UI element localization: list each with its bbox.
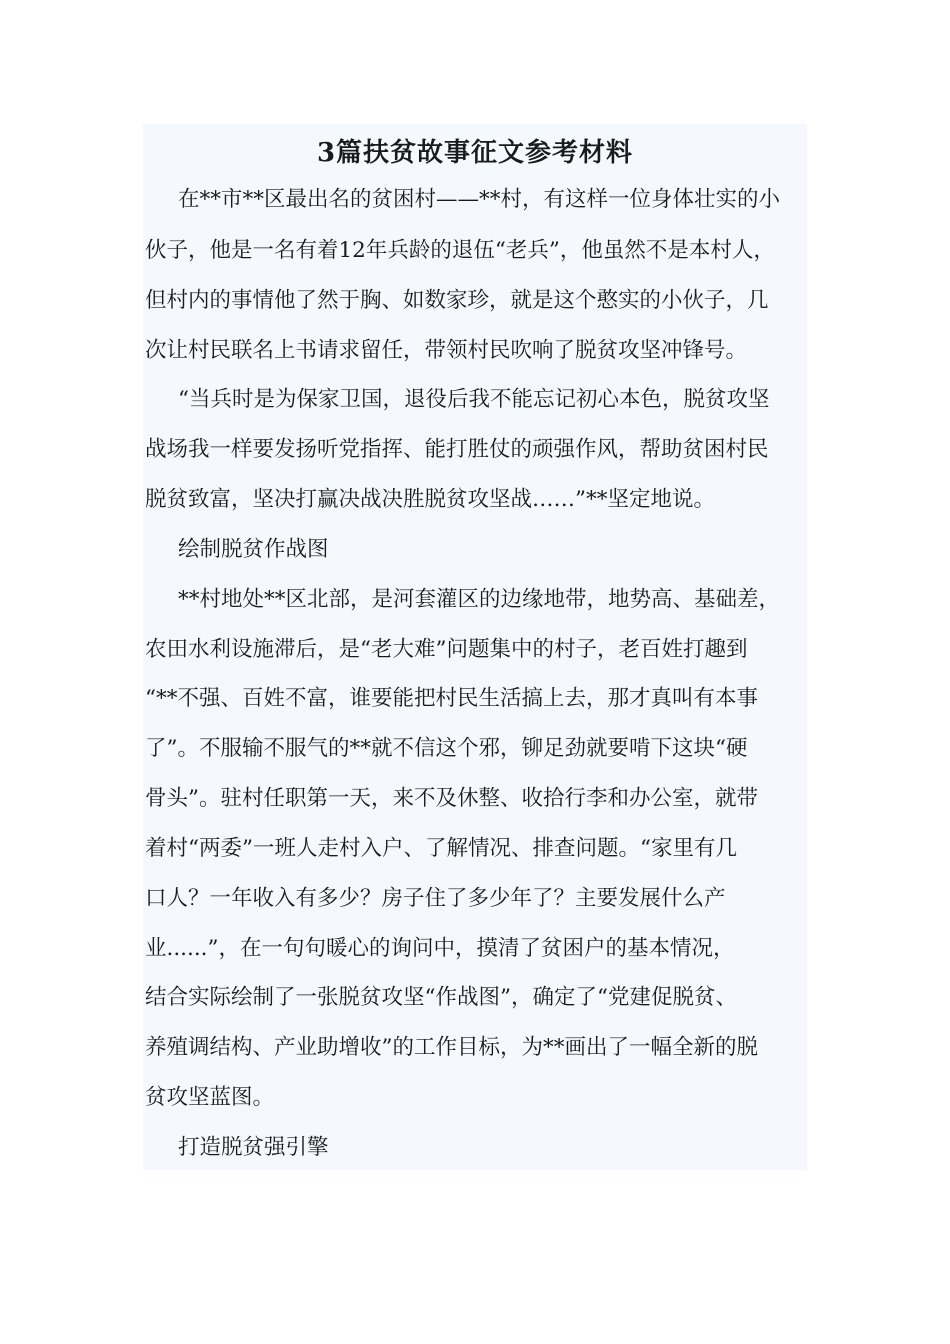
text-line: 骨头”。驻村任职第一天，来不及休整、收拾行李和办公室，就带 [145,786,758,811]
section-heading: 打造脱贫强引擎 [178,1135,329,1160]
text-line: 农田水利设施滞后，是“老大难”问题集中的村子，老百姓打趣到 [145,637,748,662]
text-line: 脱贫致富，坚决打赢决战决胜脱贫攻坚战……”**坚定地说。 [145,487,715,512]
text-line: **村地处**区北部，是河套灌区的边缘地带，地势高、基础差， [178,587,781,612]
text-line: 着村“两委”一班人走村入户、了解情况、排查问题。“家里有几 [145,836,737,861]
text-line: 在**市**区最出名的贫困村——**村，有这样一位身体壮实的小 [178,187,781,212]
text-line: 口人？一年收入有多少？房子住了多少年了？主要发展什么产 [145,886,726,911]
text-line: 了”。不服输不服气的**就不信这个邪，铆足劲就要啃下这块“硬 [145,736,748,761]
text-line: 贫攻坚蓝图。 [145,1085,275,1110]
text-line: 次让村民联名上书请求留任，带领村民吹响了脱贫攻坚冲锋号。 [145,338,748,363]
text-line: 业......”，在一句句暖心的询问中，摸清了贫困户的基本情况， [145,936,735,961]
text-line: 战场我一样要发扬听党指挥、能打胜仗的顽强作风，帮助贫困村民 [145,437,769,462]
document-title: 3篇扶贫故事征文参考材料 [316,138,634,168]
text-line: 伙子，他是一名有着12年兵龄的退伍“老兵”，他虽然不是本村人， [145,238,775,263]
text-line: 养殖调结构、产业助增收”的工作目标，为**画出了一幅全新的脱 [145,1035,758,1060]
section-heading: 绘制脱贫作战图 [178,537,329,562]
text-line: “当兵时是为保家卫国，退役后我不能忘记初心本色，脱贫攻坚 [178,387,770,412]
text-line: 但村内的事情他了然于胸、如数家珍，就是这个憨实的小伙子，几 [145,288,769,313]
text-line: 结合实际绘制了一张脱贫攻坚“作战图”，确定了“党建促脱贫、 [145,985,737,1010]
text-line: “**不强、百姓不富，谁要能把村民生活搞上去，那才真叫有本事 [145,686,758,711]
